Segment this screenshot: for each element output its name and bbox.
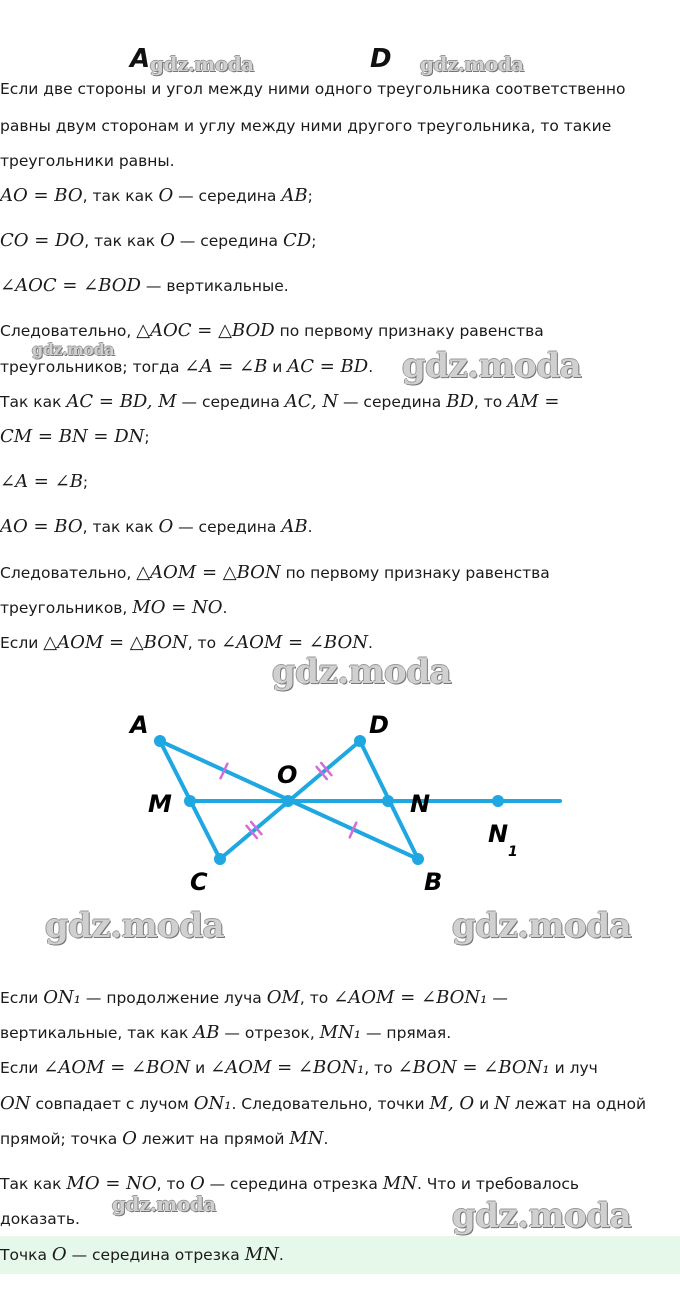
- point-B: [412, 853, 424, 865]
- point-C: [214, 853, 226, 865]
- math-line: треугольников; тогда ∠A = ∠B и AC = BD.: [0, 356, 374, 377]
- math-line: ∠A = ∠B;: [0, 471, 89, 492]
- geometry-figure: [120, 700, 580, 900]
- label-B: B: [424, 868, 443, 896]
- point-M: [184, 795, 196, 807]
- answer-box: [0, 1236, 680, 1274]
- math-line: CM = BN = DN;: [0, 426, 150, 447]
- label-C: C: [190, 868, 208, 896]
- label-A: A: [130, 711, 149, 739]
- math-line: Если △AOM = △BON, то ∠AOM = ∠BON.: [0, 632, 373, 653]
- math-line: Следовательно, △AOC = △BOD по первому признаку равенства: [0, 320, 544, 341]
- point-N: [382, 795, 394, 807]
- watermark: gdz.moda: [402, 346, 582, 386]
- watermark: gdz.moda: [45, 906, 225, 946]
- label-N1-subscript: 1: [508, 844, 518, 860]
- math-line: Если ON₁ — продолжение луча OM, то ∠AOM = ∠BON₁ —: [0, 987, 508, 1008]
- watermark: gdz.moda: [420, 52, 524, 76]
- math-line: Следовательно, △AOM = △BON по первому признаку равенства: [0, 562, 550, 583]
- label-N: N: [410, 790, 431, 818]
- label-O: O: [277, 761, 298, 789]
- math-line: ON совпадает с лучом ON₁. Следовательно, точки M, O и N лежат на одной: [0, 1093, 647, 1114]
- math-line: AO = BO, так как O — середина AB;: [0, 185, 313, 206]
- math-line: Так как MO = NO, то O — середина отрезка MN. Что и требовалось: [0, 1173, 579, 1194]
- watermark: gdz.moda: [150, 52, 254, 76]
- text-line: доказать.: [0, 1210, 80, 1228]
- watermark: gdz.moda: [112, 1192, 216, 1216]
- text-line: Если две стороны и угол между ними одного треугольника соответственно: [0, 80, 626, 98]
- watermark: gdz.moda: [32, 340, 115, 359]
- math-line: треугольников, MO = NO.: [0, 597, 228, 618]
- text-line: треугольники равны.: [0, 152, 175, 170]
- text-line: равны двум сторонам и углу между ними другого треугольника, то такие: [0, 117, 612, 135]
- label-D: D: [369, 711, 389, 739]
- label-N1: N: [488, 820, 509, 848]
- watermark: gdz.moda: [452, 1196, 632, 1236]
- point-O: [282, 795, 294, 807]
- math-line: вертикальные, так как AB — отрезок, MN₁ — прямая.: [0, 1022, 452, 1043]
- math-line: CO = DO, так как O — середина CD;: [0, 230, 317, 251]
- point-A: [154, 735, 166, 747]
- label-M: M: [148, 790, 172, 818]
- watermark: gdz.moda: [272, 652, 452, 692]
- header-letter-d: D: [370, 44, 392, 74]
- point-N1: [492, 795, 504, 807]
- math-line: Так как AC = BD, M — середина AC, N — середина BD, то AM =: [0, 391, 560, 412]
- math-line: ∠AOC = ∠BOD — вертикальные.: [0, 275, 289, 296]
- header-letter-a: A: [130, 44, 151, 74]
- math-line: прямой; точка O лежит на прямой MN.: [0, 1128, 329, 1149]
- point-D: [354, 735, 366, 747]
- answer-text: Точка O — середина отрезка MN.: [0, 1244, 284, 1265]
- math-line: AO = BO, так как O — середина AB.: [0, 516, 313, 537]
- math-line: Если ∠AOM = ∠BON и ∠AOM = ∠BON₁, то ∠BON = ∠BON₁ и луч: [0, 1057, 598, 1078]
- watermark: gdz.moda: [452, 906, 632, 946]
